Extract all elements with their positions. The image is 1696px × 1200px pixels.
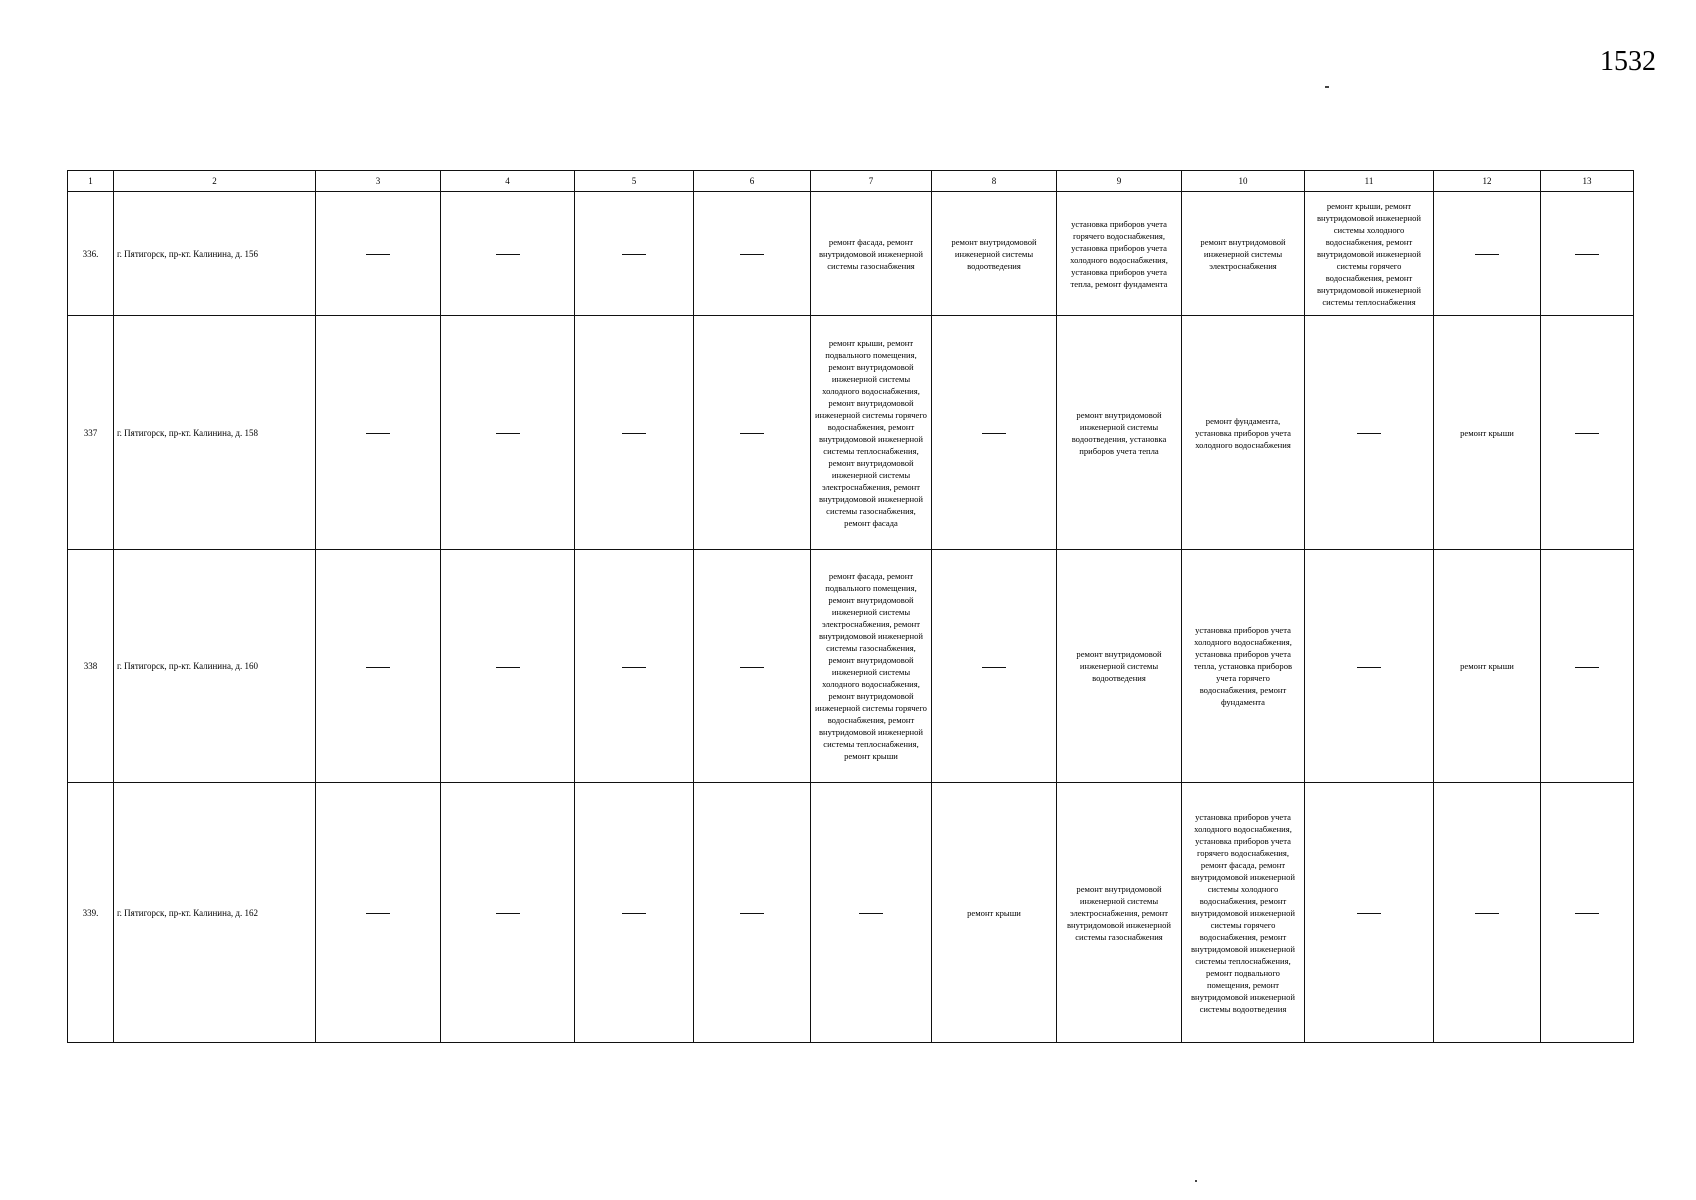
address-cell: г. Пятигорск, пр-кт. Калинина, д. 162 [114,783,316,1043]
works-cell [1182,316,1305,550]
works-text: установка приборов учета горячего водоснабжения, установка приборов учета холодного водоснабжения, установка приборов учета тепла, ремонт фундамента [1070,218,1168,289]
empty-cell [575,550,694,783]
empty-cell [441,550,575,783]
table-row [68,550,1634,783]
column-number: 6 [694,171,811,192]
empty-cell [1541,192,1634,316]
dash-mark [622,667,646,668]
dash-mark [1357,433,1381,434]
empty-cell [1305,783,1434,1043]
table-row [68,316,1634,550]
row-number: 339. [68,783,114,1043]
works-text: ремонт крыши [1460,661,1514,671]
empty-cell [316,316,441,550]
empty-cell [811,783,932,1043]
empty-cell [316,550,441,783]
column-number: 2 [114,171,316,192]
scan-speck [1195,1180,1197,1182]
empty-cell [1541,550,1634,783]
works-text: ремонт крыши [967,907,1021,918]
row-number: 337 [68,316,114,550]
works-cell [1182,550,1305,783]
works-cell [811,192,932,316]
column-number-row [68,171,1634,192]
capital-repair-table [67,170,1634,1043]
works-text: ремонт внутридомовой инженерной системы водоотведения [951,236,1037,271]
works-text: ремонт крыши [1460,427,1514,438]
dash-mark [366,254,390,255]
empty-cell [694,316,811,550]
dash-mark [1575,913,1599,914]
column-number: 11 [1305,171,1434,192]
dash-mark [1575,433,1599,434]
table-row [68,783,1634,1043]
works-cell [932,192,1057,316]
dash-mark [496,913,520,914]
dash-mark [366,433,390,434]
scan-speck [1325,86,1329,88]
address-cell: г. Пятигорск, пр-кт. Калинина, д. 160 [114,550,316,783]
empty-cell [694,783,811,1043]
column-number: 8 [932,171,1057,192]
works-text: ремонт внутридомовой инженерной системы электроснабжения, ремонт внутридомовой инженерной системы газоснабжения [1066,883,1172,942]
works-cell [1305,192,1434,316]
works-cell [1057,550,1182,783]
dash-mark [1575,254,1599,255]
works-text: установка приборов учета холодного водоснабжения, установка приборов учета тепла, установка приборов учета горячего водоснабжения, ремонт фундамента [1193,625,1293,707]
empty-cell [1541,783,1634,1043]
dash-mark [1575,667,1599,668]
dash-mark [366,913,390,914]
column-number: 12 [1434,171,1541,192]
address-cell: г. Пятигорск, пр-кт. Калинина, д. 158 [114,316,316,550]
column-number: 9 [1057,171,1182,192]
works-cell [811,550,932,783]
empty-cell [441,783,575,1043]
empty-cell [316,192,441,316]
dash-mark [982,433,1006,434]
dash-mark [622,913,646,914]
empty-cell [575,192,694,316]
dash-mark [1357,913,1381,914]
column-number: 4 [441,171,575,192]
empty-cell [575,316,694,550]
works-cell [1434,550,1541,783]
column-number: 13 [1541,171,1634,192]
address-cell: г. Пятигорск, пр-кт. Калинина, д. 156 [114,192,316,316]
dash-mark [496,433,520,434]
empty-cell [1541,316,1634,550]
empty-cell [694,550,811,783]
works-text: ремонт внутридомовой инженерной системы водоотведения [1076,649,1162,683]
dash-mark [622,254,646,255]
empty-cell [1434,192,1541,316]
works-text: ремонт фундамента, установка приборов учета холодного водоснабжения [1195,415,1291,450]
column-number: 3 [316,171,441,192]
empty-cell [1305,550,1434,783]
dash-mark [740,913,764,914]
table-row [68,192,1634,316]
works-cell [1434,316,1541,550]
works-cell [1182,192,1305,316]
dash-mark [496,667,520,668]
column-number: 7 [811,171,932,192]
empty-cell [575,783,694,1043]
row-number: 336. [68,192,114,316]
empty-cell [316,783,441,1043]
page-number: 1532 [1600,46,1656,77]
works-cell [811,316,932,550]
works-text: ремонт внутридомовой инженерной системы электроснабжения [1200,236,1286,271]
dash-mark [622,433,646,434]
empty-cell [1305,316,1434,550]
empty-cell [932,550,1057,783]
empty-cell [441,316,575,550]
works-text: ремонт крыши, ремонт внутридомовой инженерной системы холодного водоснабжения, ремонт внутридомовой инженерной системы горячего водоснабжения, ремонт внутридомовой инженерной системы теплоснабжения [1316,200,1422,307]
column-number: 1 [68,171,114,192]
dash-mark [740,433,764,434]
dash-mark [982,667,1006,668]
dash-mark [496,254,520,255]
column-number: 5 [575,171,694,192]
empty-cell [1434,783,1541,1043]
empty-cell [932,316,1057,550]
dash-mark [366,667,390,668]
works-text: ремонт фасада, ремонт подвального помещения, ремонт внутридомовой инженерной системы электроснабжения, ремонт внутридомовой инженерной системы газоснабжения, ремонт внутридомовой инженерной системы холодного водоснабжения, ремонт внутридомовой инженерной системы горячего водоснабжения, ремонт внутридомовой инженерной системы теплоснабжения, ремонт крыши [815,571,927,761]
works-text: ремонт крыши, ремонт подвального помещения, ремонт внутридомовой инженерной системы холодного водоснабжения, ремонт внутридомовой инженерной системы горячего водоснабжения, ремонт внутридомовой инженерной системы теплоснабжения, ремонт внутридомовой инженерной системы электроснабжения, ремонт внутридомовой инженерной системы газоснабжения, ремонт фасада [815,337,927,528]
works-cell [1057,192,1182,316]
dash-mark [1475,254,1499,255]
works-cell [1057,316,1182,550]
dash-mark [1357,667,1381,668]
empty-cell [694,192,811,316]
empty-cell [441,192,575,316]
works-text: ремонт внутридомовой инженерной системы водоотведения, установка приборов учета тепла [1071,409,1167,456]
dash-mark [740,667,764,668]
row-number: 338 [68,550,114,783]
works-cell [1182,783,1305,1043]
dash-mark [740,254,764,255]
works-text: установка приборов учета холодного водоснабжения, установка приборов учета горячего водоснабжения, ремонт фасада, ремонт внутридомовой инженерной системы холодного водоснабжения, ремонт внутридомовой инженерной системы горячего водоснабжения, ремонт внутридомовой инженерной системы теплоснабжения, ремонт подвального помещения, ремонт внутридомовой инженерной системы водоотведения [1190,811,1296,1014]
works-cell [932,783,1057,1043]
column-number: 10 [1182,171,1305,192]
works-text: ремонт фасада, ремонт внутридомовой инженерной системы газоснабжения [818,236,924,271]
dash-mark [859,913,883,914]
dash-mark [1475,913,1499,914]
works-cell [1057,783,1182,1043]
